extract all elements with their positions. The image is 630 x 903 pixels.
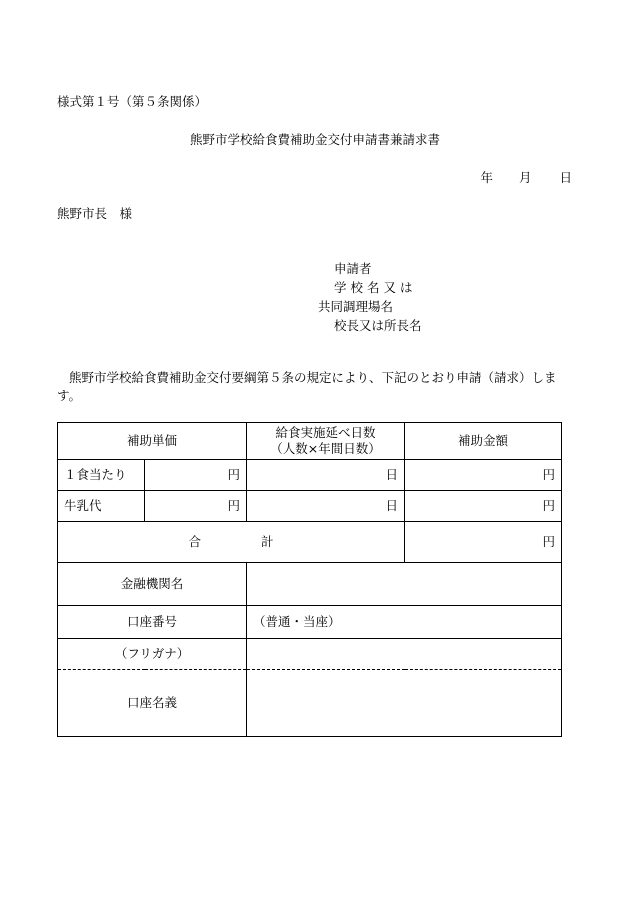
total-amount-field[interactable]: 円 [405,522,562,563]
row-label-per-meal: １食当たり [58,460,145,491]
bank-row [58,563,562,606]
table-row [58,460,562,491]
total-label: 合計 [58,522,405,563]
document-title: 熊野市学校給食費補助金交付申請書兼請求書 [189,132,440,147]
addressee: 熊野市長 様 [57,206,133,221]
header-unit-price: 補助単価 [58,423,247,460]
date-month-label: 月 [518,170,532,185]
table-header-row [58,423,562,460]
header-days-line2: （人数×年間日数） [270,441,381,456]
body-text: 熊野市学校給食費補助金交付要綱第５条の規定により、下記のとおり申請（請求）します。 [57,370,557,403]
account-name-field[interactable] [247,670,562,737]
furigana-label: （フリガナ） [58,639,247,670]
furigana-row [58,639,562,670]
subsidy-table [57,422,562,737]
account-number-label: 口座番号 [58,606,247,639]
applicant-school-name-label: 学校名又は [334,280,417,295]
account-number-row [58,606,562,639]
bank-institution-field[interactable] [247,563,562,606]
date-line [480,170,572,186]
header-amount: 補助金額 [405,423,562,460]
furigana-field[interactable] [247,639,562,670]
amount-field-milk[interactable]: 円 [405,491,562,522]
applicant-label: 申請者 [334,261,372,276]
price-field-per-meal[interactable]: 円 [145,460,247,491]
applicant-block [318,259,422,335]
applicant-principal-label: 校長又は所長名 [334,318,422,333]
applicant-kitchen-name-label: 共同調理場名 [318,299,394,314]
days-field-milk[interactable]: 日 [247,491,405,522]
form-number: 様式第１号（第５条関係） [57,94,208,109]
date-day-label: 日 [559,170,572,185]
header-days [247,423,405,460]
date-year-label: 年 [480,170,493,185]
days-field-per-meal[interactable]: 日 [247,460,405,491]
price-field-milk[interactable]: 円 [145,491,247,522]
amount-field-per-meal[interactable]: 円 [405,460,562,491]
account-name-row [58,670,562,737]
account-number-field[interactable]: （普通・当座） [247,606,562,639]
row-label-milk: 牛乳代 [58,491,145,522]
table-row [58,491,562,522]
header-days-line1: 給食実施延べ日数 [275,425,376,440]
account-name-label: 口座名義 [58,670,247,737]
total-row [58,522,562,563]
bank-institution-label: 金融機関名 [58,563,247,606]
